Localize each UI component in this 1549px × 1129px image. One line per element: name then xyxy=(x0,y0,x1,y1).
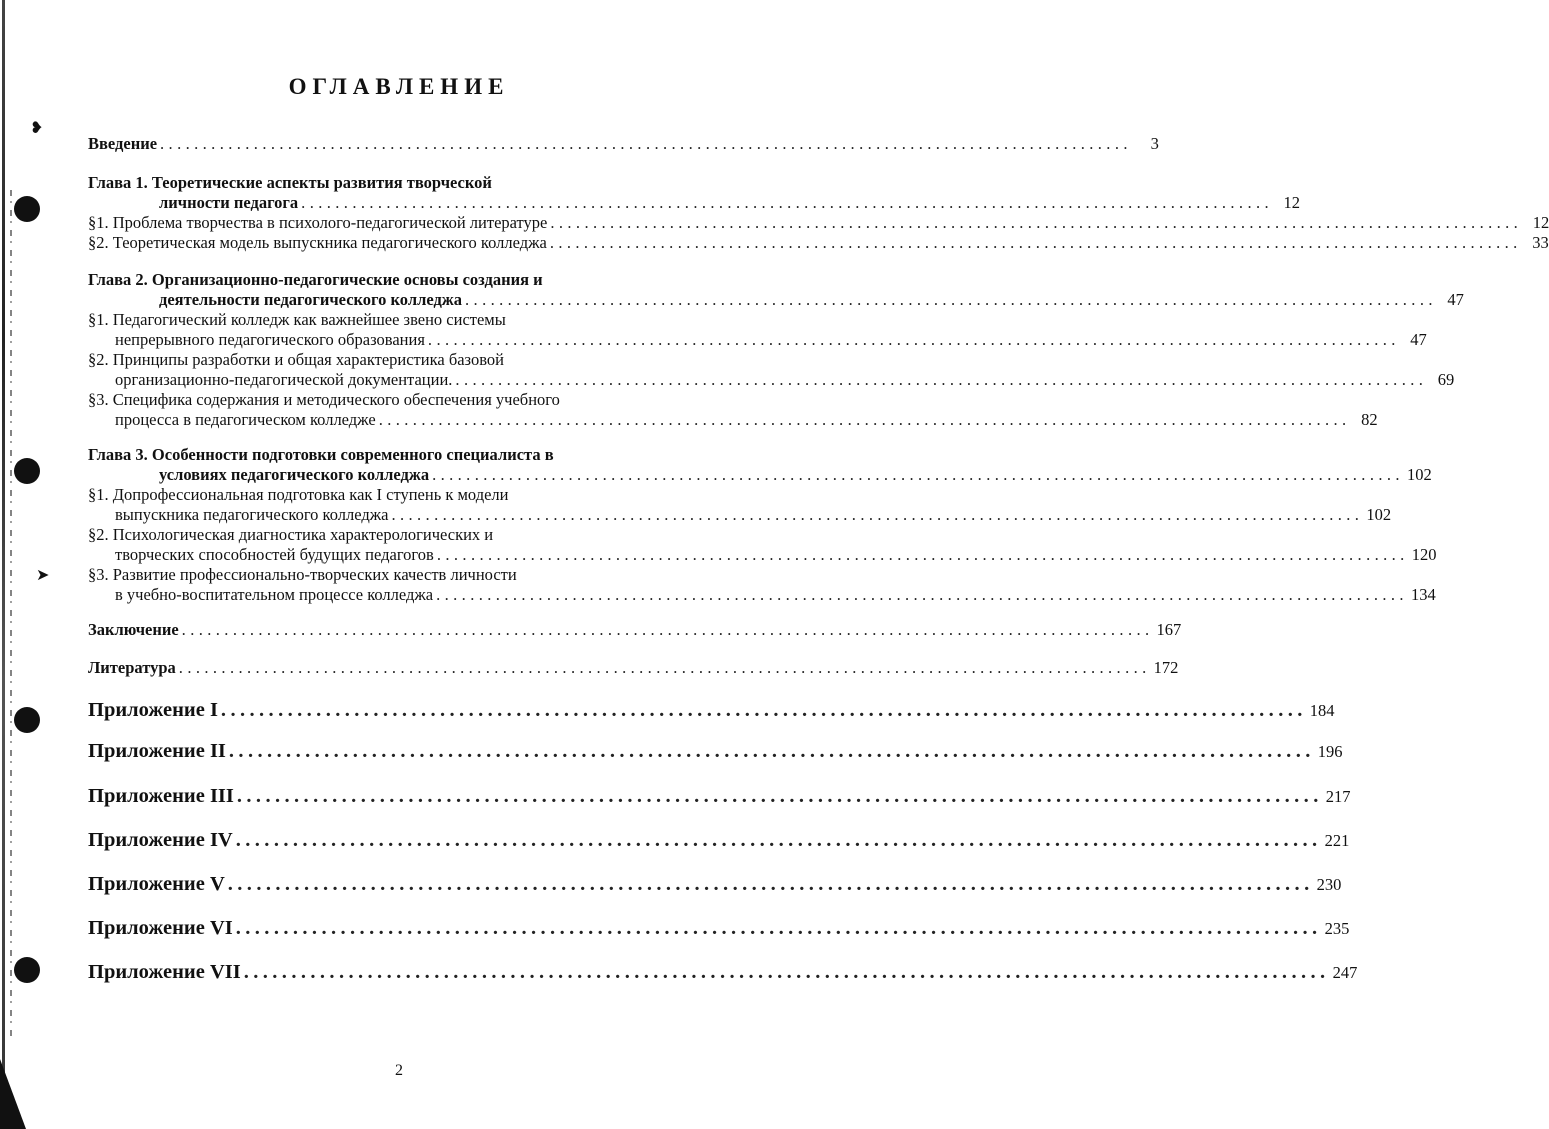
toc-appendix[interactable]: Приложение VI .................................................................................................................. 235 xyxy=(88,917,1350,939)
toc-section-cont: организационно-педагогической документации. xyxy=(115,370,453,389)
toc-appendix-label: Приложение IV xyxy=(88,829,233,851)
toc-page-number: 102 xyxy=(1406,465,1432,484)
toc-page-number: 47 xyxy=(1410,330,1427,349)
toc-chapter-title-cont: условиях педагогического колледжа xyxy=(159,465,430,484)
toc-section-cont: непрерывного педагогического образования xyxy=(115,330,425,349)
toc-appendix[interactable]: Приложение II .................................................................................................................. 196 xyxy=(88,740,1343,762)
toc-page-number: 217 xyxy=(1325,787,1351,806)
toc-section-cont: творческих способностей будущих педагогов xyxy=(115,545,434,564)
toc-chapter-title: Глава 3. Особенности подготовки современного специалиста в xyxy=(88,445,554,464)
toc-appendix[interactable]: Приложение III .................................................................................................................. 217 xyxy=(88,785,1351,807)
punch-hole-icon xyxy=(14,957,40,983)
toc-page-number: 69 xyxy=(1437,370,1455,389)
toc-chapter-title: Глава 2. Организационно-педагогические основы создания и xyxy=(88,270,543,289)
toc-entry-label: Заключение xyxy=(88,620,179,639)
toc-section: §3. Развитие профессионально-творческих качеств личности xyxy=(88,565,517,584)
toc-page-number: 102 xyxy=(1366,505,1392,524)
toc-page-number: 221 xyxy=(1324,831,1350,850)
toc-page-number: 230 xyxy=(1316,875,1342,894)
toc-chapter-3[interactable]: Глава 3. Особенности подготовки современного специалиста в условиях педагогического колледжа .................................................................................................................. 102 §1. Допрофессиональная подготовка как I ступень к модели выпускника педагогического колледжа .................................................................................................................. 102 §2. Психологическая диагностика характерологических и творческих способностей будущих педагогов .................................................................................................................. 120 §3. Развитие профессионально-творческих качеств личности в учебно-воспитательном процессе колледжа .................................................................................................................. 134 xyxy=(88,445,1437,604)
page-number: 2 xyxy=(395,1062,403,1079)
toc-appendix-label: Приложение I xyxy=(88,699,218,721)
toc-page-number: 167 xyxy=(1156,620,1182,639)
toc-appendix[interactable]: Приложение IV .................................................................................................................. 221 xyxy=(88,829,1350,851)
punch-hole-icon xyxy=(14,196,40,222)
toc-page-number: 47 xyxy=(1447,290,1464,309)
punch-hole-icon xyxy=(14,707,40,733)
toc-appendix-label: Приложение II xyxy=(88,740,226,762)
toc-entry-intro[interactable]: Введение .................................................................................................................. 3 xyxy=(88,134,1159,153)
toc-chapter-2[interactable]: Глава 2. Организационно-педагогические основы создания и деятельности педагогического колледжа .................................................................................................................. 47 §1. Педагогический колледж как важнейшее звено системы непрерывного педагогического образования .................................................................................................................. 47 §2. Принципы разработки и общая характеристика базовой организационно-педагогической документации. .................................................................................................................. 69 §3. Специфика содержания и методического обеспечения учебного процесса в педагогическом колледже .................................................................................................................. 82 xyxy=(88,270,1464,429)
toc-page-number: 196 xyxy=(1317,742,1343,761)
toc-page-number: 82 xyxy=(1361,410,1378,429)
toc-page-number: 247 xyxy=(1332,963,1358,982)
toc-section: §2. Принципы разработки и общая характеристика базовой xyxy=(88,350,504,369)
toc-page-number: 33 xyxy=(1532,233,1549,252)
scan-mark-icon: ❥ xyxy=(30,120,44,137)
toc-entry-conclusion[interactable]: Заключение .................................................................................................................. 167 xyxy=(88,620,1182,639)
toc-appendix[interactable]: Приложение I .................................................................................................................. 184 xyxy=(88,699,1335,721)
toc-chapter-1[interactable]: Глава 1. Теоретические аспекты развития творческой личности педагога .................................................................................................................. 12 §1. Проблема творчества в психолого-педагогической литературе .................................................................................................................. 12 §2. Теоретическая модель выпускника педагогического колледжа .................................................................................................................. 33 xyxy=(88,173,1549,252)
toc-page-number: 3 xyxy=(1150,134,1159,153)
toc-page-number: 12 xyxy=(1283,193,1301,212)
toc-section-cont: процесса в педагогическом колледже xyxy=(115,410,376,429)
page-title: ОГЛАВЛЕНИЕ xyxy=(288,74,510,99)
toc-chapter-title: Глава 1. Теоретические аспекты развития творческой xyxy=(88,173,492,192)
toc-chapter-title-cont: личности педагога xyxy=(159,193,299,212)
toc-section: §2. Психологическая диагностика характерологических и xyxy=(88,525,494,544)
toc-page-number: 120 xyxy=(1411,545,1437,564)
toc-chapter-title-cont: деятельности педагогического колледжа xyxy=(159,290,463,309)
scan-edge-line xyxy=(2,0,5,1129)
toc-entry-label: Литература xyxy=(88,658,176,677)
scan-mark-icon: ➤ xyxy=(36,567,50,584)
scan-edge-noise xyxy=(10,190,12,1040)
toc-page-number: 235 xyxy=(1324,919,1350,938)
toc-appendix-label: Приложение VI xyxy=(88,917,233,939)
toc-page-number: 134 xyxy=(1410,585,1436,604)
toc-section: §1. Педагогический колледж как важнейшее звено системы xyxy=(88,310,506,329)
toc-page-number: 184 xyxy=(1309,701,1335,720)
toc-appendix-label: Приложение VII xyxy=(88,961,241,983)
punch-hole-icon xyxy=(14,458,40,484)
toc-entry-label: Введение xyxy=(88,134,158,153)
toc-appendix[interactable]: Приложение VII .................................................................................................................. 247 xyxy=(88,961,1358,983)
toc-appendix-label: Приложение V xyxy=(88,873,225,895)
toc-appendix-label: Приложение III xyxy=(88,785,234,807)
toc-section: §2. Теоретическая модель выпускника педагогического колледжа xyxy=(88,233,547,252)
toc-section: §3. Специфика содержания и методического обеспечения учебного xyxy=(88,390,560,409)
toc-entry-literature[interactable]: Литература .................................................................................................................. 172 xyxy=(88,658,1179,677)
toc-section: §1. Проблема творчества в психолого-педагогической литературе xyxy=(88,213,548,232)
toc-section: §1. Допрофессиональная подготовка как I ступень к модели xyxy=(88,485,509,504)
toc-section-cont: выпускника педагогического колледжа xyxy=(115,505,389,524)
toc-appendix[interactable]: Приложение V .................................................................................................................. 230 xyxy=(88,873,1342,895)
toc-page-number: 12 xyxy=(1532,213,1549,232)
toc-page-number: 172 xyxy=(1153,658,1179,677)
toc-section-cont: в учебно-воспитательном процессе колледжа xyxy=(115,585,434,604)
